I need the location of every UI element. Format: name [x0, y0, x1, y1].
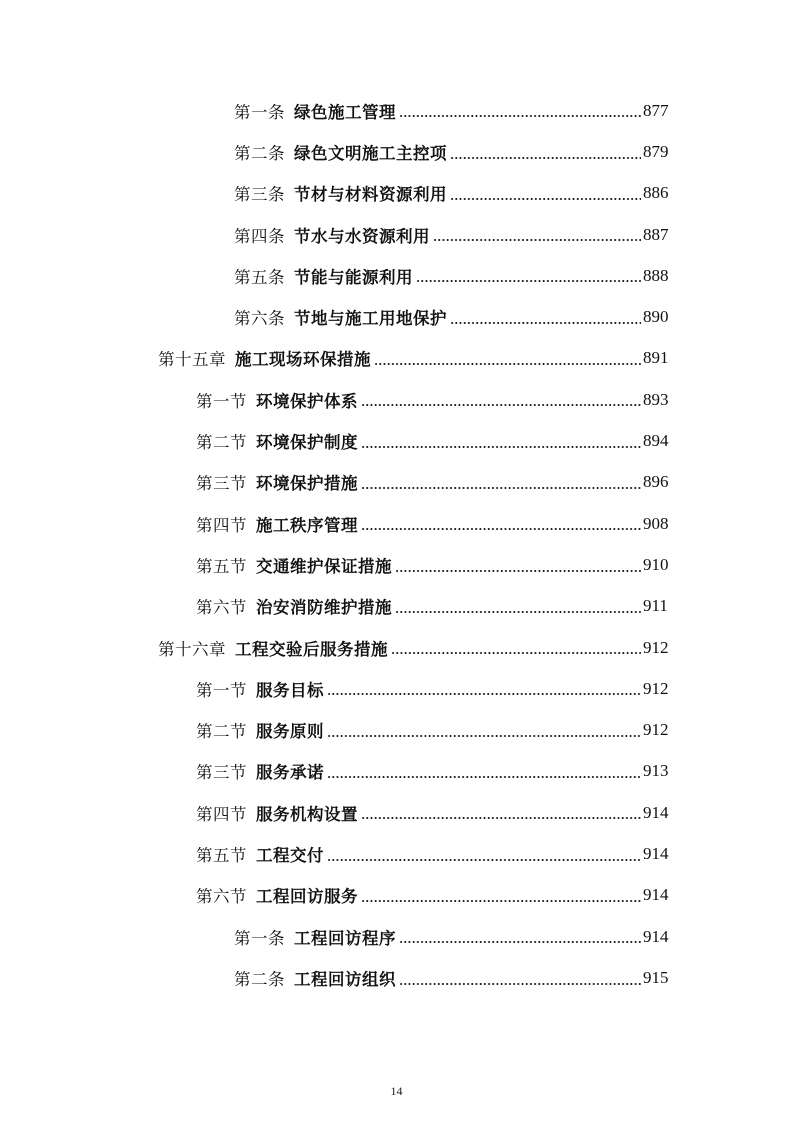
toc-entry-page: 914: [643, 926, 669, 946]
toc-entry[interactable]: [0, 627, 793, 668]
toc-entry-number: 第四节: [196, 804, 247, 824]
toc-entry[interactable]: [0, 296, 793, 337]
toc-entry-title: 服务原则: [256, 722, 324, 742]
toc-entry-title: 服务目标: [256, 680, 324, 700]
toc-entry-title: 节地与施工用地保护: [294, 309, 447, 329]
toc-entry-title: 工程交付: [256, 845, 324, 865]
toc-dot-leader: [327, 775, 641, 779]
toc-entry[interactable]: [0, 255, 793, 296]
toc-entry-title: 节水与水资源利用: [294, 226, 430, 246]
toc-entry-number: 第六条: [234, 309, 285, 329]
toc-entry-number: 第一条: [234, 928, 285, 948]
toc-entry-title: 服务承诺: [256, 763, 324, 783]
toc-entry[interactable]: [0, 173, 793, 214]
toc-entry[interactable]: [0, 131, 793, 172]
toc-entry-page: 912: [643, 720, 669, 740]
toc-entry[interactable]: [0, 833, 793, 874]
table-of-contents: [0, 90, 793, 999]
toc-entry-number: 第一条: [234, 102, 285, 122]
toc-dot-leader: [433, 238, 641, 242]
toc-entry-number: 第十六章: [158, 639, 226, 659]
toc-entry-page: 879: [643, 141, 669, 161]
toc-dot-leader: [327, 692, 641, 696]
toc-entry-number: 第二节: [196, 433, 247, 453]
toc-entry-number: 第二条: [234, 969, 285, 989]
toc-dot-leader: [374, 362, 641, 366]
toc-entry-page: 894: [643, 431, 669, 451]
toc-entry-number: 第四条: [234, 226, 285, 246]
toc-entry-title: 环境保护制度: [256, 433, 358, 453]
toc-dot-leader: [361, 403, 641, 407]
toc-entry-page: 886: [643, 183, 669, 203]
toc-dot-leader: [450, 321, 641, 325]
toc-entry-title: 节材与材料资源利用: [294, 185, 447, 205]
toc-entry-number: 第三节: [196, 763, 247, 783]
toc-dot-leader: [327, 858, 641, 862]
toc-entry-title: 服务机构设置: [256, 804, 358, 824]
toc-entry[interactable]: [0, 503, 793, 544]
toc-entry-title: 绿色文明施工主控项: [294, 143, 447, 163]
toc-dot-leader: [399, 940, 641, 944]
toc-dot-leader: [361, 816, 641, 820]
toc-dot-leader: [361, 486, 641, 490]
toc-entry[interactable]: [0, 379, 793, 420]
toc-entry-page: 890: [643, 307, 669, 327]
page-number: 14: [390, 1084, 403, 1098]
toc-entry-page: 913: [643, 761, 669, 781]
toc-entry-number: 第五节: [196, 845, 247, 865]
toc-entry-number: 第四节: [196, 515, 247, 535]
toc-entry-title: 施工秩序管理: [256, 515, 358, 535]
toc-entry[interactable]: [0, 338, 793, 379]
toc-entry-page: 914: [643, 885, 669, 905]
toc-entry[interactable]: [0, 792, 793, 833]
toc-entry-page: 912: [643, 637, 669, 657]
toc-entry-number: 第五节: [196, 556, 247, 576]
toc-dot-leader: [361, 445, 641, 449]
toc-entry[interactable]: [0, 709, 793, 750]
toc-dot-leader: [399, 982, 641, 986]
toc-entry-title: 工程回访组织: [294, 969, 396, 989]
toc-entry-page: 896: [643, 472, 669, 492]
toc-dot-leader: [399, 114, 641, 118]
toc-entry-title: 绿色施工管理: [294, 102, 396, 122]
toc-entry-title: 节能与能源利用: [294, 267, 413, 287]
toc-entry[interactable]: [0, 957, 793, 998]
toc-entry-title: 工程回访服务: [256, 887, 358, 907]
toc-entry[interactable]: [0, 668, 793, 709]
toc-entry[interactable]: [0, 544, 793, 585]
toc-entry[interactable]: [0, 586, 793, 627]
toc-entry-number: 第三节: [196, 474, 247, 494]
toc-entry[interactable]: [0, 751, 793, 792]
toc-entry[interactable]: [0, 420, 793, 461]
toc-entry-page: 893: [643, 389, 669, 409]
toc-dot-leader: [361, 899, 641, 903]
toc-entry-number: 第一节: [196, 680, 247, 700]
toc-entry-number: 第二节: [196, 722, 247, 742]
toc-entry-title: 环境保护体系: [256, 391, 358, 411]
toc-entry-number: 第二条: [234, 143, 285, 163]
toc-entry-page: 914: [643, 843, 669, 863]
toc-entry[interactable]: [0, 462, 793, 503]
toc-entry-title: 交通维护保证措施: [256, 556, 392, 576]
toc-entry-page: 887: [643, 224, 669, 244]
toc-entry-title: 工程交验后服务措施: [235, 639, 388, 659]
toc-entry-number: 第六节: [196, 887, 247, 907]
toc-dot-leader: [391, 651, 641, 655]
toc-dot-leader: [450, 197, 641, 201]
toc-dot-leader: [395, 569, 641, 573]
toc-entry-page: 914: [643, 802, 669, 822]
toc-entry-page: 911: [643, 596, 668, 616]
toc-entry[interactable]: [0, 90, 793, 131]
toc-entry-number: 第三条: [234, 185, 285, 205]
toc-entry[interactable]: [0, 214, 793, 255]
toc-entry-number: 第十五章: [158, 350, 226, 370]
toc-entry-page: 891: [643, 348, 669, 368]
toc-entry-page: 912: [643, 678, 669, 698]
toc-entry-number: 第六节: [196, 598, 247, 618]
toc-entry-number: 第一节: [196, 391, 247, 411]
toc-dot-leader: [327, 734, 641, 738]
toc-dot-leader: [395, 610, 641, 614]
toc-entry-page: 888: [643, 265, 669, 285]
toc-entry[interactable]: [0, 916, 793, 957]
toc-entry-number: 第五条: [234, 267, 285, 287]
toc-dot-leader: [361, 527, 641, 531]
toc-dot-leader: [416, 279, 641, 283]
toc-entry[interactable]: [0, 875, 793, 916]
toc-entry-page: 908: [643, 513, 669, 533]
toc-dot-leader: [450, 156, 641, 160]
toc-entry-title: 环境保护措施: [256, 474, 358, 494]
toc-entry-title: 工程回访程序: [294, 928, 396, 948]
toc-entry-page: 910: [643, 554, 669, 574]
toc-entry-title: 施工现场环保措施: [235, 350, 371, 370]
toc-entry-title: 治安消防维护措施: [256, 598, 392, 618]
toc-entry-page: 877: [643, 100, 669, 120]
toc-entry-page: 915: [643, 967, 669, 987]
